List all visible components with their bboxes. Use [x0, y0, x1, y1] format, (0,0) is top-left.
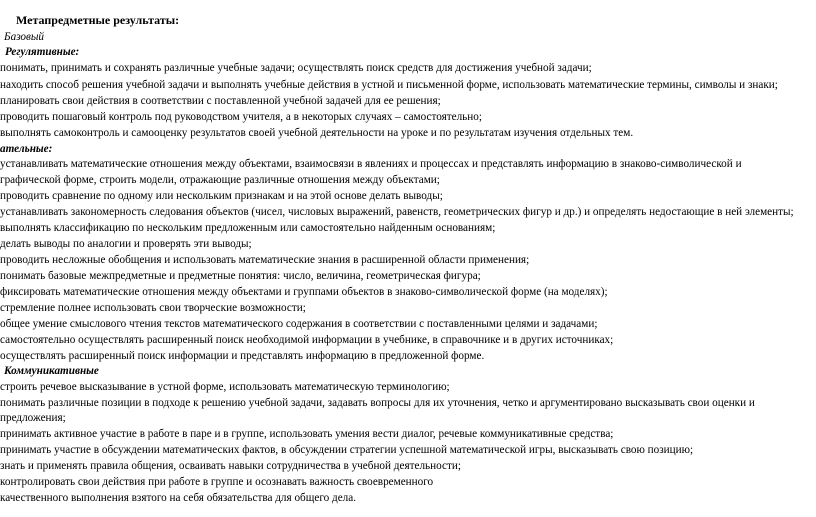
list-item: делать выводы по аналогии и проверять эти выводы; [0, 238, 252, 250]
list-item: понимать различные позиции в подходе к решению учебной задачи, задавать вопросы для их уточнения, четко и аргументировано высказывать свои оценки и [0, 397, 755, 409]
list-item: общее умение смыслового чтения текстов математического содержания в соответствии с поставленными целями и задачами; [0, 318, 598, 330]
list-item: проводить несложные обобщения и использовать математические знания в расширенной области применения; [0, 254, 530, 266]
list-item: понимать, принимать и сохранять различные учебные задачи; осуществлять поиск средств для достижения учебной задачи; [0, 62, 592, 74]
list-item: знать и применять правила общения, осваивать навыки сотрудничества в учебной деятельности; [0, 460, 461, 472]
list-item: фиксировать математические отношения между объектами и группами объектов в знаково-символической форме (на моделях); [0, 286, 608, 298]
list-item: самостоятельно осуществлять расширенный поиск необходимой информации в учебнике, в справочнике и в других источниках; [0, 334, 614, 346]
list-item: планировать свои действия в соответствии с поставленной учебной задачей для ее решения; [0, 95, 441, 107]
list-item: принимать активное участие в работе в паре и в группе, использовать умения вести диалог, речевые коммуникативные средства; [0, 428, 614, 440]
list-item: осуществлять расширенный поиск информации и представлять информацию в предложенной форме. [0, 350, 485, 362]
list-item: выполнять самоконтроль и самооценку результатов своей учебной деятельности на уроке и по результатам изучения отдельных тем. [0, 127, 634, 139]
list-item: графической форме, строить модели, отражающие различные отношения между объектами; [0, 174, 440, 186]
section-heading-cognitive: ательные: [0, 143, 53, 155]
list-item: контролировать свои действия при работе в группе и осознавать важность своевременного [0, 476, 434, 488]
document-title: Метапредметные результаты: [16, 13, 180, 27]
list-item: проводить пошаговый контроль под руководством учителя, а в некоторых случаях – самостоятельно; [0, 111, 482, 123]
list-item: принимать участие в обсуждении математических фактов, в обсуждении стратегии успешной математической игры, высказывать свою позицию; [0, 444, 694, 456]
list-item: выполнять классификацию по нескольким предложенным или самостоятельно найденным основаниям; [0, 222, 496, 234]
level-label: Базовый [4, 31, 45, 43]
list-item: устанавливать закономерность следования объектов (чисел, числовых выражений, равенств, геометрических фигур и др.) и определять недостающие в ней элементы; [0, 206, 794, 218]
list-item: строить речевое высказывание в устной форме, использовать математическую терминологию; [0, 381, 450, 393]
list-item: проводить сравнение по одному или нескольким признакам и на этой основе делать выводы; [0, 190, 443, 202]
list-item: понимать базовые межпредметные и предметные понятия: число, величина, геометрическая фигура; [0, 270, 481, 282]
list-item: предложения; [0, 412, 66, 424]
list-item: стремление полнее использовать свои творческие возможности; [0, 302, 306, 314]
section-heading-communicative: Коммуникативные [4, 365, 99, 377]
list-item: находить способ решения учебной задачи и выполнять учебные действия в устной и письменной форме, использовать математические термины, символы и знаки; [0, 79, 778, 91]
section-heading-regulative: Регулятивные: [5, 46, 80, 58]
list-item: устанавливать математические отношения между объектами, взаимосвязи в явлениях и процессах и представлять информацию в знаково-символической и [0, 158, 742, 170]
list-item: качественного выполнения взятого на себя обязательства для общего дела. [0, 492, 357, 504]
